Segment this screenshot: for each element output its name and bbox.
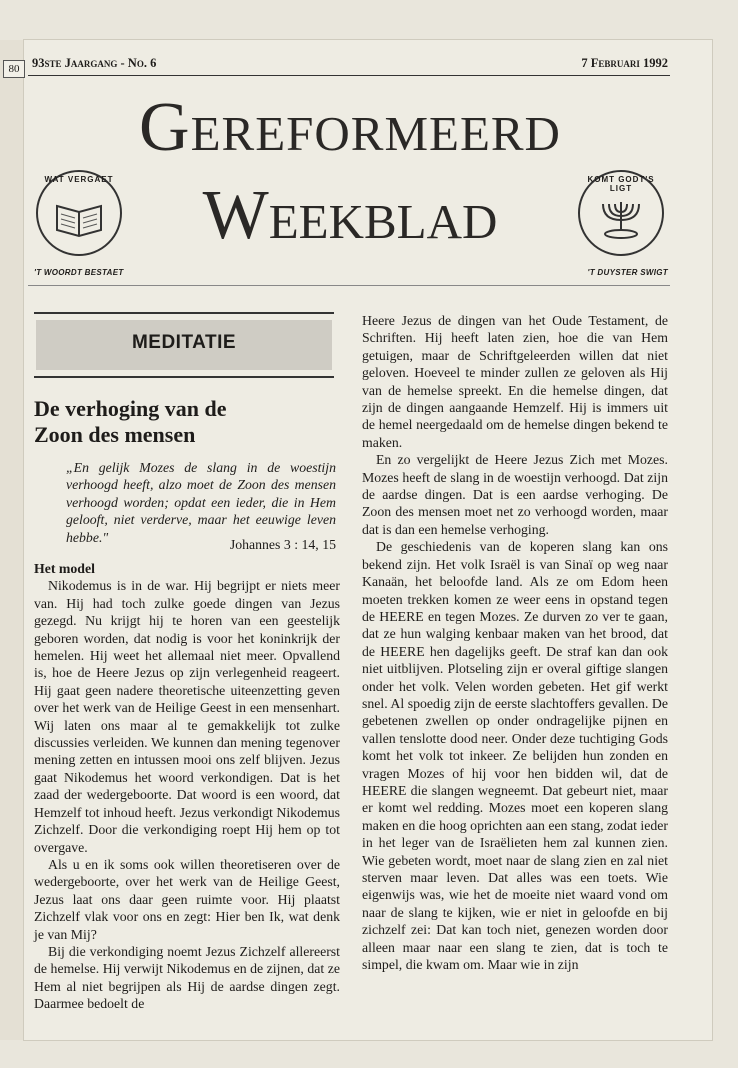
- left-column: [34, 560, 340, 1013]
- title-line1: De verhoging van de: [34, 396, 227, 421]
- subheading: Het model: [34, 561, 95, 576]
- paragraph: Nikodemus is in de war. Hij begrijpt er niets meer van. Hij had toch zulke goede dingen van Jezus gezegd. Nu krijgt hij te horen van een geestelijk geboren worden, dat nodig is voor het koninkrijk der hemelen. Hij weet het allemaal niet meer. Opvallend is, hoe de Heere Jezus op zijn verlegenheid reageert. Hij gaat geen nadere theoretische uiteenzetting geven over het werk van de Heilige Geest in een mensenhart. Wij laten ons maar al te gemakkelijk tot zulke discussies verleiden. We kunnen dan mening tegenover mening zetten en intussen mooi ons zelf blijven. Jezus gaat Nikodemus het woord verkondigen. Dat is het zaad der wedergeboorte. Dat woord is een woord, dat Hemzelf tot inhoud heeft. Jezus verkondigt Nikodemus Zichzelf. Door die verkondiging roept Hij hem op tot overgave.: [34, 578, 340, 855]
- paragraph: Als u en ik soms ook willen theoretiseren over de wedergeboorte, over het werk van de Heilige Geest, Jezus laat ons daar geen ruimte voor. Hij plaatst Zichzelf vlak voor ons en zegt: Hier ben Ik, wat denk je van Mij?: [34, 856, 340, 942]
- seal-text-right: KOMT GODT'S LIGT: [587, 175, 655, 193]
- masthead-line2: Weekblad: [202, 177, 498, 254]
- right-column: [362, 312, 668, 973]
- masthead-rule: [28, 285, 670, 286]
- paragraph: Bij die verkondiging noemt Jezus Zichzelf allereerst de hemelse. Hij verwijt Nikodemus en de zijnen, dat ze Hem al niet begrijpen als Hij de aardse dingen zegt. Daarmee bedoelt de: [34, 943, 340, 1012]
- motto-left: 'T WOORDT BESTAET: [34, 268, 124, 277]
- paragraph: Heere Jezus de dingen van het Oude Testament, de Schriften. Hij heeft laten zien, hoe die van Hem getuigen, maar de Schriftgeleerden willen dat niet geloven. Hoeveel te minder zullen ze geloven als Hij van de hemelse spreekt. En die hemelse dingen, dat zijn de dingen aangaande Hemzelf. Hij is immers uit de hemel neergedaald om de hemelse dingen bekend te maken.: [362, 313, 668, 450]
- seal-text-left: WAT VERGAET: [44, 175, 114, 184]
- motto-right: 'T DUYSTER SWIGT: [587, 268, 668, 277]
- menorah-icon: [595, 196, 647, 240]
- issue-date: 7 Februari 1992: [581, 56, 668, 70]
- menorah-seal: [578, 170, 664, 256]
- masthead-line1: Gereformeerd: [139, 89, 561, 166]
- open-bible-icon: [53, 196, 105, 240]
- section-label: MEDITATIE: [36, 320, 332, 370]
- paragraph: En zo vergelijkt de Heere Jezus Zich met Mozes. Mozes heeft de slang in de woestijn verhoogd. Dat zijn de aardse dingen. Dat is een aardse verhoging. De Zoon des mensen moet net zo verhoogd worden, maar dat is dan een hemelse verhoging.: [362, 452, 668, 537]
- paragraph: De geschiedenis van de koperen slang kan ons bekend zijn. Het volk Israël is van Sinaï op weg naar Kanaän, het beloofde land. Als ze om Edom heen moeten trekken komen ze weer eens in opstand tegen de HEERE en tegen Mozes. Ze durven zo ver te gaan, dat ze hun walging kenbaar maken van het brood, dat de HEERE hen dagelijks geeft. De straf kan dan ook niet uitblijven. Plotseling zijn er overal giftige slangen onder het volk. Velen worden gebeten. Het gif werkt snel. Al spoedig zijn de eerste slachtoffers gevallen. De gebetenen zwellen op onder ondragelijke pijnen en vallen tenslotte dood neer. Onder deze tuchtiging Gods komt het volk tot inkeer. Ze belijden hun zonden en vragen Mozes of hij voor hen bidden wil, dat de HEERE die slangen wegneemt. Dat gebeurt niet, maar er komt wel redding. Mozes moet een koperen slang maken en die hoog oprichten aan een stang, zodat ieder in het leger van de Israëlieten hem zal kunnen zien. Wie gebeten wordt, moet naar de slang zien en zal niet sterven maar leven. Dat alles was een toets. Wie eigenwijs was, wie het de moeite niet waard vond om naar de slang te kijken, wie er niet in geloofde en bij zichzelf zei: Dat kan toch niet, genezen worden door alleen maar naar een slang te zien, dat is toch te simpel, die kwam om. Maar wie in zijn: [362, 539, 668, 973]
- binding-strip: [0, 40, 25, 1040]
- bible-seal: [36, 170, 122, 256]
- article-title: [34, 396, 334, 448]
- page-number: 80: [3, 60, 25, 78]
- header-rule: [28, 75, 670, 76]
- issue-header: [32, 56, 668, 76]
- issue-label: 93ste Jaargang - No. 6: [32, 56, 157, 70]
- title-line2: Zoon des mensen: [34, 422, 196, 447]
- scripture-reference: Johannes 3 : 14, 15: [229, 537, 336, 552]
- scripture-quote: „En gelijk Mozes de slang in de woestijn verhoogd heeft, alzo moet de Zoon des mensen verhoogd worden; opdat een ieder, die in Hem gelooft, niet verderve, maar het eeuwige leven hebbe.": [66, 460, 336, 545]
- section-banner: [34, 312, 334, 378]
